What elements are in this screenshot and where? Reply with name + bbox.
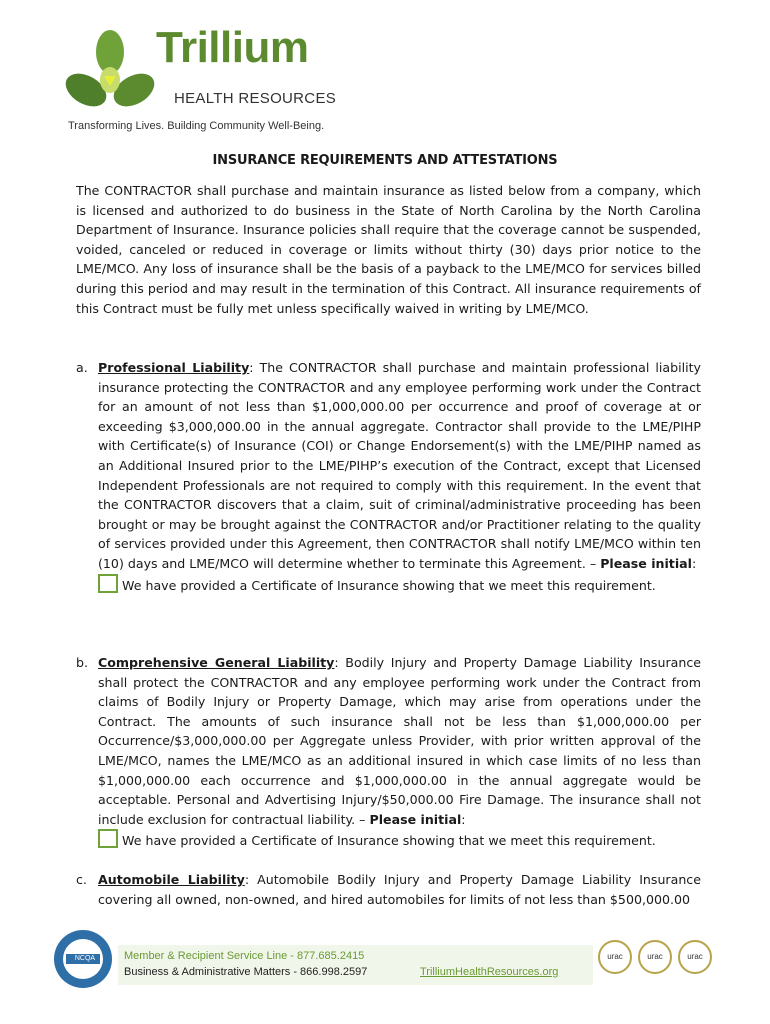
attestation-line bbox=[98, 829, 701, 851]
member-service-line: Member & Recipient Service Line - 877.685.2415 bbox=[124, 950, 365, 962]
attestation-text: We have provided a Certificate of Insurance showing that we meet this requirement. bbox=[122, 577, 656, 593]
urac-badge: urac bbox=[678, 940, 712, 974]
initial-checkbox[interactable] bbox=[98, 829, 118, 848]
item-letter: c. bbox=[76, 872, 87, 887]
brand-subtitle: HEALTH RESOURCES bbox=[174, 90, 337, 107]
item-general-liability: b. Comprehensive General Liability: Bodily Injury and Property Damage Liability Insurance shall protect the CONTRACTOR and any employee performing work under the Contract from claims of Bodily Injury or Property Damage, which may arise from operations under the Contract. The amounts of such insurance shall not be less than $1,000,000.00 per Occurrence/$3,000,000.00 per Aggregate unless Provider, with prior written approval of the LME/MCO, names the LME/MCO as an additional insured in which case limits of no less than $1,000,000.00 each occurrence and $1,000,000.00 in the annual aggregate would be acceptable. Personal and Advertising Injury/$50,000.00 Fire Damage. The insurance shall not include exclusion for contractual liability. – Please initial: We have provided a Certificate of Insurance showing that we meet this requirement. bbox=[76, 653, 701, 851]
intro-paragraph: The CONTRACTOR shall purchase and maintain insurance as listed below from a company, which is licensed and authorized to do business in the State of North Carolina by the North Carolina Department of Insurance. Insurance policies shall require that the coverage cannot be suspended, voided, canceled or reduced in coverage or limits without thirty (30) days prior notice to the LME/MCO. Any loss of insurance shall be the basis of a payback to the LME/MCO for services billed during this period and may result in the termination of this Contract. All insurance requirements of this Contract must be fully met unless specifically waived in writing by LME/MCO. bbox=[76, 183, 701, 316]
business-matters-line: Business & Administrative Matters - 866.998.2597 bbox=[124, 966, 368, 978]
please-initial-label: Please initial bbox=[369, 811, 462, 827]
tagline: Transforming Lives. Building Community Well-Being. bbox=[68, 120, 325, 132]
item-body: : Bodily Injury and Property Damage Liability Insurance shall protect the CONTRACTOR and any employee performing work under the Contract from claims of Bodily Injury or Property Damage, which may arise from operations under the Contract. The amounts of such insurance shall not be less than $1,000,000.00 per Occurrence/$3,000,000.00 per Aggregate unless Provider, with prior written approval of the LME/MCO, names the LME/MCO as an additional insured in which case limits of no less than $1,000,000.00 each occurrence and $1,000,000.00 in the annual aggregate would be acceptable. Personal and Advertising Injury/$50,000.00 Fire Damage. The insurance shall not include exclusion for contractual liability. – bbox=[98, 655, 701, 827]
trillium-logo bbox=[64, 22, 354, 140]
page-title: INSURANCE REQUIREMENTS AND ATTESTATIONS bbox=[212, 153, 558, 168]
please-initial-label: Please initial bbox=[600, 555, 692, 571]
item-letter: b. bbox=[76, 655, 88, 670]
seal-label: NCQA bbox=[74, 955, 96, 962]
attestation-line bbox=[98, 574, 701, 596]
item-heading: Comprehensive General Liability bbox=[98, 655, 335, 670]
item-body: : Automobile Bodily Injury and Property Damage Liability Insurance covering all owned, non-owned, and hired automobiles for limits of not less than $500,000.00 bbox=[98, 872, 701, 907]
ncqa-accreditation-seal bbox=[52, 928, 114, 990]
item-heading: Professional Liability bbox=[98, 360, 250, 375]
item-letter: a. bbox=[76, 360, 88, 375]
brand-name: Trillium bbox=[156, 23, 309, 72]
item-body: : The CONTRACTOR shall purchase and maintain professional liability insurance protecting the CONTRACTOR and any employee performing work under the Contract for an amount of not less than $1,000,000.00 per occurrence and proof of coverage at or exceeding $3,000,000.00 in the annual aggregate. Contractor shall provide to the LME/PIHP with Certificate(s) of Insurance (COI) or Change Endorsement(s) with the LME/PIHP named as an Additional Insured prior to the LME/PIHP’s execution of the Contract, except that Licensed Independent Professionals are not required to comply with this requirement. In the event that the CONTRACTOR discovers that a claim, suit of criminal/administrative proceeding has been brought or may be brought against the CONTRACTOR and/or Practitioner relating to the quality of services provided under this Agreement, then CONTRACTOR shall notify LME/MCO within ten (10) days and LME/MCO will determine whether to terminate this Agreement. – bbox=[98, 360, 701, 571]
item-professional-liability: a. Professional Liability: The CONTRACTOR shall purchase and maintain professional liability insurance protecting the CONTRACTOR and any employee performing work under the Contract for an amount of not less than $1,000,000.00 per occurrence and proof of coverage at or exceeding $3,000,000.00 in the annual aggregate. Contractor shall provide to the LME/PIHP with Certificate(s) of Insurance (COI) or Change Endorsement(s) with the LME/PIHP named as an Additional Insured prior to the LME/PIHP’s execution of the Contract, except that Licensed Independent Professionals are not required to comply with this requirement. In the event that the CONTRACTOR discovers that a claim, suit of criminal/administrative proceeding has been brought or may be brought against the CONTRACTOR and/or Practitioner relating to the quality of services provided under this Agreement, then CONTRACTOR shall notify LME/MCO within ten (10) days and LME/MCO will determine whether to terminate this Agreement. – Please initial: We have provided a Certificate of Insurance showing that we meet this requirement. bbox=[76, 358, 701, 595]
initial-checkbox[interactable] bbox=[98, 574, 118, 593]
item-automobile-liability bbox=[76, 870, 701, 909]
urac-badge: urac bbox=[598, 940, 632, 974]
trillium-flower-icon bbox=[64, 28, 156, 120]
item-heading: Automobile Liability bbox=[98, 872, 245, 887]
urac-badge: urac bbox=[638, 940, 672, 974]
attestation-text: We have provided a Certificate of Insurance showing that we meet this requirement. bbox=[122, 833, 656, 849]
website-link[interactable]: TrilliumHealthResources.org bbox=[420, 966, 559, 978]
